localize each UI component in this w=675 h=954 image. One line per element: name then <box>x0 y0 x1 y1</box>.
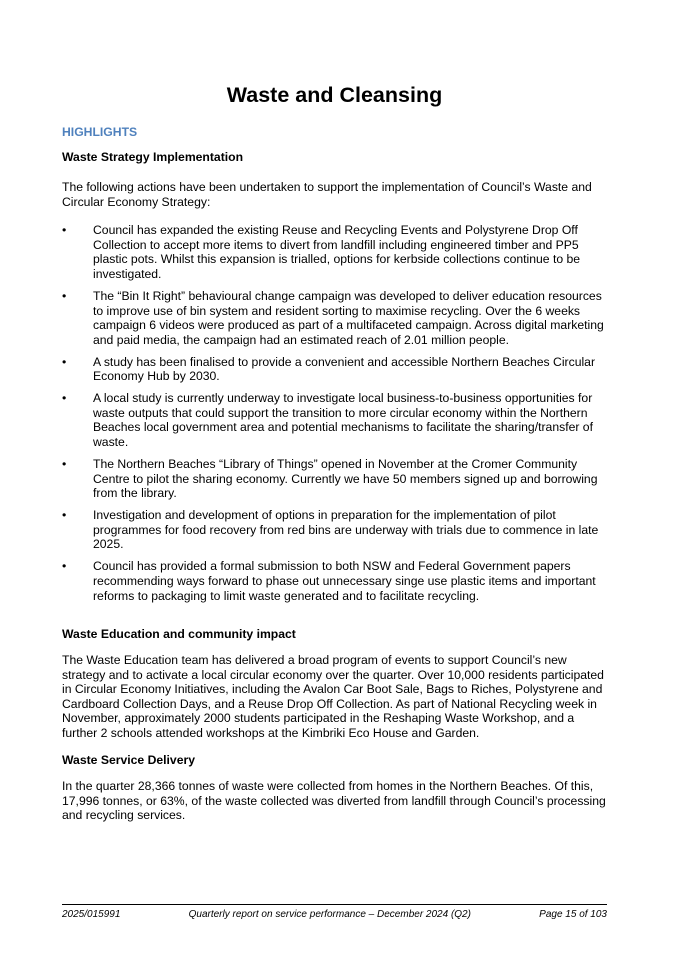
education-body: The Waste Education team has delivered a broad program of events to support Council’s new strategy and to activate a local circular economy over the quarter. Over 10,000 residents participated in Circular Economy Initiatives, including the Avalon Car Boot Sale, Bags to Riches, Polystyrene and Cardboard Collection Days, and a Reuse Drop Off Collection. As part of National Recycling week in November, approximately 2000 students participated in the Reshaping Waste Workshop, and a further 2 schools attended workshops at the Kimbriki Eco House and Garden. <box>62 653 604 740</box>
bullet-text: Council has expanded the existing Reuse and Recycling Events and Polystyrene Drop Off Collection to accept more items to divert from landfill including engineered timber and PP5 plastic pots. Whilst this expansion is trialled, options for kerbside collections continue to be investigated. <box>93 223 581 281</box>
bullet-marker: • <box>62 391 67 406</box>
bullet-marker: • <box>62 508 67 523</box>
service-section <box>62 753 607 823</box>
list-item <box>62 559 607 603</box>
highlights-label: HIGHLIGHTS <box>62 125 138 139</box>
footer-doc-number: 2025/015991 <box>62 909 121 920</box>
list-item <box>62 508 607 552</box>
page-title: Waste and Cleansing <box>226 83 443 107</box>
strategy-intro: The following actions have been undertaken to support the implementation of Council’s Waste and Circular Economy Strategy: <box>62 180 592 209</box>
strategy-bullet-list <box>62 223 607 603</box>
strategy-heading: Waste Strategy Implementation <box>62 150 244 164</box>
bullet-marker: • <box>62 457 67 472</box>
bullet-marker: • <box>62 288 67 303</box>
bullet-text: Council has provided a formal submission to both NSW and Federal Government papers recommending ways forward to phase out unnecessary singe use plastic items and important reforms to packaging to limit waste generated and to facilitate recycling. <box>93 559 596 603</box>
bullet-text: The Northern Beaches “Library of Things” opened in November at the Cromer Community Centre to pilot the sharing economy. Currently we have 50 members signed up and borrowing from the library. <box>93 457 598 501</box>
bullet-text: A local study is currently underway to investigate local business-to-business opportunities for waste outputs that could support the transition to more circular economy within the Northern Beaches local government area and potential mechanisms to facilitate the sharing/transfer of waste. <box>93 391 593 450</box>
education-section <box>62 627 607 741</box>
bullet-text: A study has been finalised to provide a convenient and accessible Northern Beaches Circular Economy Hub by 2030. <box>93 354 596 384</box>
bullet-marker: • <box>62 559 67 574</box>
list-item <box>62 457 607 501</box>
service-body: In the quarter 28,366 tonnes of waste were collected from homes in the Northern Beaches. Of this, 17,996 tonnes, or 63%, of the waste collected was diverted from landfill through Council’s processing and recycling services. <box>62 779 606 823</box>
list-item <box>62 355 607 384</box>
bullet-marker: • <box>62 354 67 369</box>
footer-page-number: Page 15 of 103 <box>539 909 607 920</box>
bullet-text: The “Bin It Right” behavioural change campaign was developed to deliver education resources to improve use of bin system and resident sorting to maximise recycling. Over the 6 weeks campaign 6 videos were produced as part of a multifaceted campaign. Across digital marketing and paid media, the campaign had an estimated reach of 2.01 million people. <box>93 288 604 347</box>
bullet-marker: • <box>62 223 67 238</box>
list-item <box>62 391 607 449</box>
page-footer <box>62 904 607 921</box>
list-item <box>62 289 607 347</box>
service-heading: Waste Service Delivery <box>62 753 196 767</box>
education-heading: Waste Education and community impact <box>62 627 296 641</box>
bullet-text: Investigation and development of options in preparation for the implementation of pilot programmes for food recovery from red bins are underway with trials due to commence in late 2025. <box>93 508 599 552</box>
list-item <box>62 223 607 281</box>
footer-report-title: Quarterly report on service performance – December 2024 (Q2) <box>188 909 471 920</box>
strategy-section <box>62 150 607 611</box>
